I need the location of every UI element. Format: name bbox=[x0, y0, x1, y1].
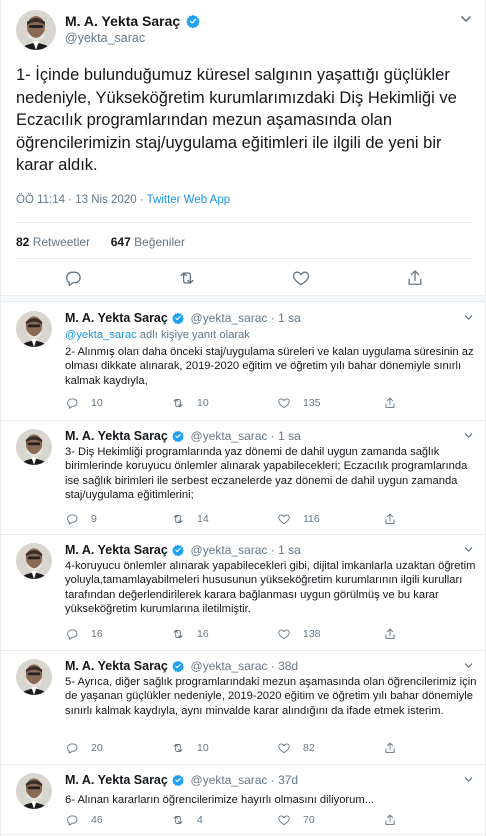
reply-text: 3- Diş Hekimliği programlarında yaz dönemi de dahil uygun zamanda sağlık birimlerinde koruyucu önlemler alınarak yapabilecekleri; Eczacılık programlarında ise sağlık birimleri ile serbest eczanelerde yaz dönemi de dahil uygun zamanda staj/uygulama eğitimlerini; bbox=[65, 446, 468, 502]
retweets-stat[interactable] bbox=[16, 235, 90, 249]
reply-header bbox=[65, 543, 301, 557]
reply-header bbox=[65, 429, 301, 443]
reply-text: 2- Alınmış olan daha önceki staj/uygulama süreleri ve kalan uygulama süresinin az olması dikkate alınarak, 2019-2020 eğitim ve öğretim yılı bahar dönemiyle sınırlı kalmak kaydıyla, bbox=[65, 346, 474, 387]
share-icon[interactable] bbox=[383, 512, 397, 526]
likes-count: 647 bbox=[110, 235, 131, 249]
tweet-stats bbox=[16, 235, 185, 249]
reply-count: 16 bbox=[91, 628, 103, 640]
share-icon[interactable] bbox=[383, 813, 397, 827]
like-icon[interactable] bbox=[291, 268, 311, 288]
avatar[interactable] bbox=[16, 543, 52, 579]
retweet-count: 10 bbox=[197, 742, 209, 754]
share-icon[interactable] bbox=[383, 396, 397, 410]
reply-header bbox=[65, 773, 298, 787]
thread-gap bbox=[1, 296, 486, 302]
reply-count: 9 bbox=[91, 513, 97, 525]
reply-text: 4-koruyucu önlemler alınarak yapabilecekleri gibi, dijital imkanlarla uzaktan öğretim yoluyla,tamamlayabilmeleri hususunun yükseköğretim kurumlarının ilgili kurulları tarafından değerlendirilerek karara bağlanması uygun görülmüş ve bu karar yükseköğretim kurumlarına iletilmiştir. bbox=[65, 560, 476, 616]
reply-action[interactable] bbox=[65, 512, 97, 526]
author-handle[interactable]: @yekta_sarac · 38d bbox=[190, 659, 299, 673]
share-action[interactable] bbox=[383, 396, 409, 410]
replying-to bbox=[65, 329, 250, 341]
likes-stat[interactable] bbox=[111, 235, 185, 249]
verified-badge-icon bbox=[172, 544, 184, 556]
verified-badge-icon bbox=[172, 774, 184, 786]
chevron-down-icon[interactable] bbox=[463, 774, 474, 785]
verified-badge-icon bbox=[172, 312, 184, 324]
reply-action[interactable] bbox=[65, 813, 103, 827]
reply-count: 46 bbox=[91, 814, 103, 826]
retweet-count: 16 bbox=[197, 628, 209, 640]
chevron-down-icon[interactable] bbox=[463, 660, 474, 671]
like-icon[interactable] bbox=[277, 627, 291, 641]
like-count: 70 bbox=[303, 814, 315, 826]
reply-action[interactable] bbox=[65, 396, 103, 410]
avatar[interactable] bbox=[16, 311, 52, 347]
reply-tweet[interactable] bbox=[1, 651, 486, 765]
author-name[interactable] bbox=[65, 13, 200, 29]
retweet-count: 14 bbox=[197, 513, 209, 525]
reply-count: 20 bbox=[91, 742, 103, 754]
reply-icon[interactable] bbox=[63, 268, 83, 288]
verified-badge-icon bbox=[172, 660, 184, 672]
retweet-action[interactable] bbox=[171, 813, 203, 827]
retweet-icon[interactable] bbox=[171, 396, 185, 410]
divider bbox=[16, 222, 472, 223]
like-count: 138 bbox=[303, 628, 321, 640]
reply-icon[interactable] bbox=[65, 512, 79, 526]
like-action[interactable] bbox=[277, 627, 321, 641]
share-action[interactable] bbox=[383, 512, 409, 526]
reply-text: 6- Alınan kararların öğrencilerimize hayırlı olmasını diliyorum... bbox=[65, 794, 375, 806]
reply-icon[interactable] bbox=[65, 396, 79, 410]
retweet-count: 4 bbox=[197, 814, 203, 826]
reply-action[interactable] bbox=[65, 627, 103, 641]
reply-header bbox=[65, 311, 301, 325]
avatar[interactable] bbox=[16, 773, 52, 809]
divider bbox=[16, 258, 472, 259]
chevron-down-icon[interactable] bbox=[463, 430, 474, 441]
retweets-label: Retweetler bbox=[32, 235, 91, 249]
tweet-meta bbox=[16, 194, 230, 206]
like-count: 116 bbox=[303, 513, 320, 525]
tweet-time[interactable]: ÖÖ 11:14 · 13 Nis 2020 · bbox=[16, 194, 147, 206]
author-handle[interactable]: @yekta_sarac bbox=[65, 31, 146, 45]
reply-text: 5- Ayrıca, diğer sağlık programlarındaki mezun aşamasında olan öğrencilerimiz için de yaşanan güçlükler nedeniyle, 2019-2020 eğitim ve öğretim yılı bahar dönemiyle sınırlı kalmak kaydıyla, aynı minvalde karar alındığını da ifade etmek isterim. bbox=[65, 676, 477, 717]
verified-badge-icon bbox=[172, 430, 184, 442]
retweet-icon[interactable] bbox=[171, 627, 185, 641]
author-name[interactable]: M. A. Yekta Saraç bbox=[65, 311, 168, 325]
like-count: 135 bbox=[303, 397, 321, 409]
replying-to-link[interactable]: @yekta_sarac bbox=[65, 329, 137, 341]
reply-actions bbox=[65, 813, 475, 829]
author-name[interactable]: M. A. Yekta Saraç bbox=[65, 773, 168, 787]
like-count: 82 bbox=[303, 742, 315, 754]
reply-actions bbox=[65, 741, 475, 757]
like-icon[interactable] bbox=[277, 813, 291, 827]
reply-actions bbox=[65, 512, 475, 528]
like-icon[interactable] bbox=[277, 512, 291, 526]
author-handle[interactable]: @yekta_sarac · 1 sa bbox=[190, 543, 301, 557]
share-action[interactable] bbox=[383, 741, 409, 755]
replying-to-suffix: adlı kişiye yanıt olarak bbox=[136, 329, 250, 341]
author-handle[interactable]: @yekta_sarac · 1 sa bbox=[190, 429, 301, 443]
author-handle[interactable]: @yekta_sarac · 1 sa bbox=[190, 311, 301, 325]
reply-tweet[interactable] bbox=[1, 303, 486, 421]
reply-actions bbox=[65, 627, 475, 643]
retweet-icon[interactable] bbox=[177, 268, 197, 288]
author-handle[interactable]: @yekta_sarac · 37d bbox=[190, 773, 299, 787]
retweet-icon[interactable] bbox=[171, 741, 185, 755]
tweet-text: 1- İçinde bulunduğumuz küresel salgının yaşattığı güçlükler nedeniyle, Yükseköğretim kurumlarımızdaki Diş Hekimliği ve Eczacılık programlarından mezun aşamasında olan öğrencilerimizin staj/uygulama eğitimleri ile ilgili de yeni bir karar aldık. bbox=[16, 66, 457, 174]
share-icon[interactable] bbox=[405, 268, 425, 288]
like-icon[interactable] bbox=[277, 741, 291, 755]
reply-header bbox=[65, 659, 298, 673]
avatar[interactable] bbox=[16, 10, 56, 50]
like-action[interactable] bbox=[277, 741, 315, 755]
reply-action[interactable] bbox=[65, 741, 103, 755]
reply-tweet[interactable] bbox=[1, 765, 486, 835]
share-icon[interactable] bbox=[383, 627, 397, 641]
author-name[interactable]: M. A. Yekta Saraç bbox=[65, 543, 168, 557]
chevron-down-icon[interactable] bbox=[463, 544, 474, 555]
main-tweet bbox=[1, 0, 486, 296]
verified-badge-icon bbox=[186, 14, 200, 28]
author-name[interactable]: M. A. Yekta Saraç bbox=[65, 659, 168, 673]
like-icon[interactable] bbox=[277, 396, 291, 410]
reply-tweet[interactable] bbox=[1, 535, 486, 651]
share-action[interactable] bbox=[383, 813, 409, 827]
retweet-action[interactable] bbox=[171, 512, 209, 526]
avatar[interactable] bbox=[16, 659, 52, 695]
retweet-count: 10 bbox=[197, 397, 209, 409]
reply-actions bbox=[65, 396, 475, 412]
retweets-count: 82 bbox=[16, 235, 30, 249]
reply-icon[interactable] bbox=[65, 813, 79, 827]
reply-icon[interactable] bbox=[65, 741, 79, 755]
share-icon[interactable] bbox=[383, 741, 397, 755]
retweet-icon[interactable] bbox=[171, 813, 185, 827]
retweet-action[interactable] bbox=[171, 627, 209, 641]
divider bbox=[1, 834, 486, 835]
author-name-text[interactable]: M. A. Yekta Saraç bbox=[65, 13, 181, 29]
chevron-down-icon[interactable] bbox=[463, 312, 474, 323]
like-action[interactable] bbox=[277, 813, 315, 827]
like-action[interactable] bbox=[277, 512, 320, 526]
chevron-down-icon[interactable] bbox=[459, 12, 473, 26]
author-name[interactable]: M. A. Yekta Saraç bbox=[65, 429, 168, 443]
reply-tweet[interactable] bbox=[1, 421, 486, 535]
share-action[interactable] bbox=[383, 627, 409, 641]
retweet-icon[interactable] bbox=[171, 512, 185, 526]
reply-icon[interactable] bbox=[65, 627, 79, 641]
retweet-action[interactable] bbox=[171, 396, 209, 410]
like-action[interactable] bbox=[277, 396, 321, 410]
retweet-action[interactable] bbox=[171, 741, 209, 755]
reply-count: 10 bbox=[91, 397, 103, 409]
tweet-source[interactable]: Twitter Web App bbox=[146, 194, 231, 206]
likes-label: Beğeniler bbox=[134, 235, 185, 249]
avatar[interactable] bbox=[16, 429, 52, 465]
